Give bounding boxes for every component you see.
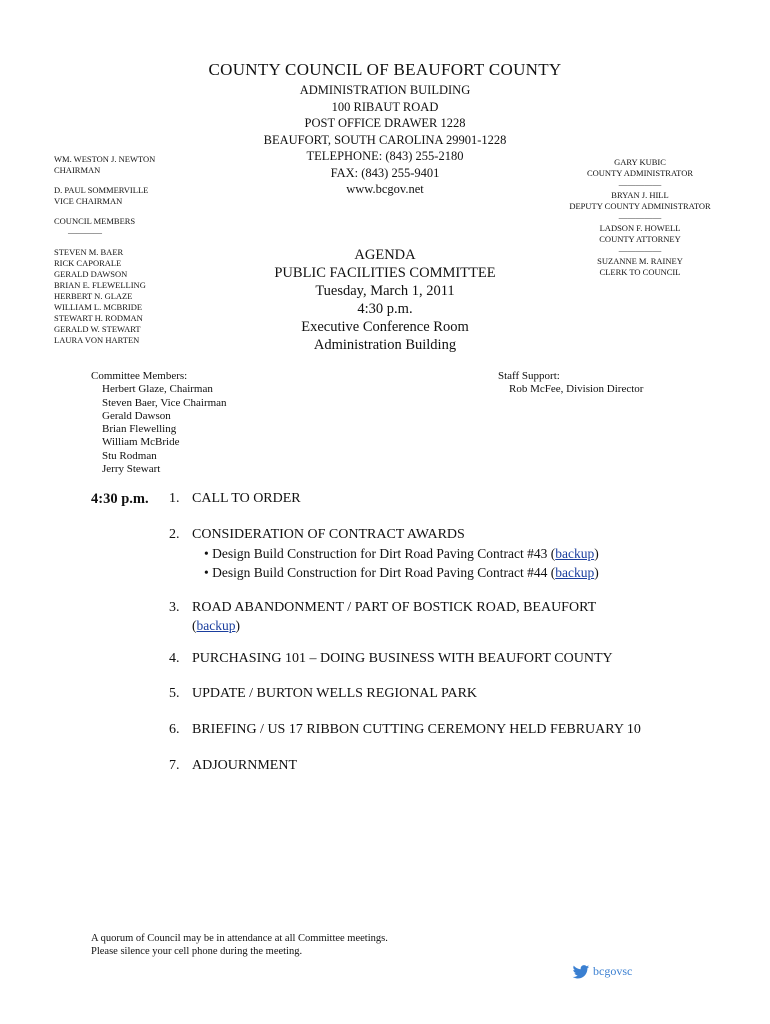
staff-support xyxy=(498,370,643,397)
sub-item-text: Design Build Construction for Dirt Road Paving Contract #44 xyxy=(212,565,548,580)
item-number: 7. xyxy=(169,758,180,773)
item-text: PURCHASING 101 – DOING BUSINESS WITH BEAUFORT COUNTY xyxy=(192,651,613,666)
item-number: 6. xyxy=(169,722,180,737)
item-text: CONSIDERATION OF CONTRACT AWARDS xyxy=(192,527,465,542)
council-members-label: COUNCIL MEMBERS xyxy=(54,216,136,226)
item-text: CALL TO ORDER xyxy=(192,491,301,506)
staff-member: Rob McFee, Division Director xyxy=(509,383,644,396)
item-number: 5. xyxy=(169,686,180,701)
address-line: ADMINISTRATION BUILDING xyxy=(299,83,471,97)
committee-name: PUBLIC FACILITIES COMMITTEE xyxy=(274,265,496,281)
meeting-time: 4:30 p.m. xyxy=(357,301,413,317)
chairman-title: CHAIRMAN xyxy=(54,165,101,175)
deputy-title: DEPUTY COUNTY ADMINISTRATOR xyxy=(569,201,711,211)
agenda-item xyxy=(169,758,297,774)
agenda-item xyxy=(169,491,301,507)
agenda-title: AGENDA xyxy=(354,247,416,263)
committee-label: Committee Members: xyxy=(91,370,188,382)
item-number: 1. xyxy=(169,491,180,506)
backup-wrapper: (backup) xyxy=(192,618,240,633)
item-text: BRIEFING / US 17 RIBBON CUTTING CEREMONY HELD FEBRUARY 10 xyxy=(192,722,641,737)
start-time: 4:30 p.m. xyxy=(91,491,149,507)
vice-chairman-name: D. PAUL SOMMERVILLE xyxy=(54,185,149,195)
council-member: WILLIAM L. MCBRIDE xyxy=(54,302,143,312)
meeting-date: Tuesday, March 1, 2011 xyxy=(315,283,455,299)
sub-item: • Design Build Construction for Dirt Road Paving Contract #43 (backup) xyxy=(204,546,599,561)
agenda-item xyxy=(169,527,465,543)
council-title: COUNTY COUNCIL OF BEAUFORT COUNTY xyxy=(208,60,562,79)
address-line: BEAUFORT, SOUTH CAROLINA 29901-1228 xyxy=(263,132,507,147)
item-text: ROAD ABANDONMENT / PART OF BOSTICK ROAD, BEAUFORT xyxy=(192,600,597,615)
backup-link[interactable]: backup xyxy=(555,565,595,580)
agenda-item xyxy=(169,600,596,616)
backup-link[interactable]: backup xyxy=(555,546,595,561)
divider: ————— xyxy=(618,245,662,255)
administrator-title: COUNTY ADMINISTRATOR xyxy=(586,168,694,178)
bullet-icon: • xyxy=(204,546,209,561)
committee-members xyxy=(91,370,227,476)
address-line: POST OFFICE DRAWER 1228 xyxy=(304,116,466,130)
meeting-building: Administration Building xyxy=(313,337,457,353)
cellphone-note: Please silence your cell phone during the meeting. xyxy=(91,946,303,957)
item-number: 4. xyxy=(169,651,180,666)
agenda-item xyxy=(169,722,641,738)
twitter-bird-icon xyxy=(572,965,590,979)
bullet-icon: • xyxy=(204,565,209,580)
clerk-title: CLERK TO COUNCIL xyxy=(599,267,681,277)
item-text: ADJOURNMENT xyxy=(192,758,297,773)
twitter-link[interactable] xyxy=(572,964,632,979)
committee-member: Brian Flewelling xyxy=(102,423,177,436)
committee-member: Gerald Dawson xyxy=(102,409,171,422)
sub-item-text: Design Build Construction for Dirt Road Paving Contract #43 xyxy=(212,546,548,561)
council-member: GERALD W. STEWART xyxy=(54,324,141,334)
clerk-name: SUZANNE M. RAINEY xyxy=(597,256,683,266)
council-member: STEVEN M. BAER xyxy=(54,247,124,257)
attorney-title: COUNTY ATTORNEY xyxy=(599,234,681,244)
council-member: RICK CAPORALE xyxy=(54,258,122,268)
agenda-item xyxy=(169,651,613,667)
council-member: STEWART H. RODMAN xyxy=(54,313,143,323)
divider: ———— xyxy=(68,227,102,237)
twitter-handle: bcgovsc xyxy=(593,964,633,978)
address-line: 100 RIBAUT ROAD xyxy=(331,99,439,114)
council-member: GERALD DAWSON xyxy=(54,269,128,279)
meeting-room: Executive Conference Room xyxy=(301,319,469,335)
attorney-name: LADSON F. HOWELL xyxy=(599,223,681,233)
agenda-header xyxy=(0,246,770,354)
website-link[interactable]: www.bcgov.net xyxy=(346,182,424,196)
item-number: 2. xyxy=(169,527,180,542)
committee-member: Stu Rodman xyxy=(102,449,157,462)
agenda-item xyxy=(169,686,477,702)
divider: ————— xyxy=(618,212,662,222)
fax-line: FAX: (843) 255-9401 xyxy=(330,165,440,180)
item-number: 3. xyxy=(169,600,180,615)
deputy-name: BRYAN J. HILL xyxy=(611,190,669,200)
staff-label: Staff Support: xyxy=(498,370,560,382)
chairman-name: WM. WESTON J. NEWTON xyxy=(54,154,156,164)
footer-notes xyxy=(91,932,388,958)
item-text: UPDATE / BURTON WELLS REGIONAL PARK xyxy=(192,686,478,701)
council-member: HERBERT N. GLAZE xyxy=(54,291,133,301)
administrator-name: GARY KUBIC xyxy=(614,157,666,167)
divider: ————— xyxy=(618,179,662,189)
committee-member: Herbert Glaze, Chairman xyxy=(102,383,213,396)
quorum-note: A quorum of Council may be in attendance at all Committee meetings. xyxy=(91,933,388,944)
committee-member: Steven Baer, Vice Chairman xyxy=(102,396,227,409)
committee-member: William McBride xyxy=(102,436,180,449)
sub-item: • Design Build Construction for Dirt Road Paving Contract #44 (backup) xyxy=(204,565,599,580)
council-member: LAURA VON HARTEN xyxy=(54,335,140,345)
council-member: BRIAN E. FLEWELLING xyxy=(54,280,146,290)
committee-member: Jerry Stewart xyxy=(102,463,161,476)
telephone-line: TELEPHONE: (843) 255-2180 xyxy=(306,149,464,163)
backup-link[interactable]: backup xyxy=(196,618,236,633)
vice-chairman-title: VICE CHAIRMAN xyxy=(54,196,123,206)
